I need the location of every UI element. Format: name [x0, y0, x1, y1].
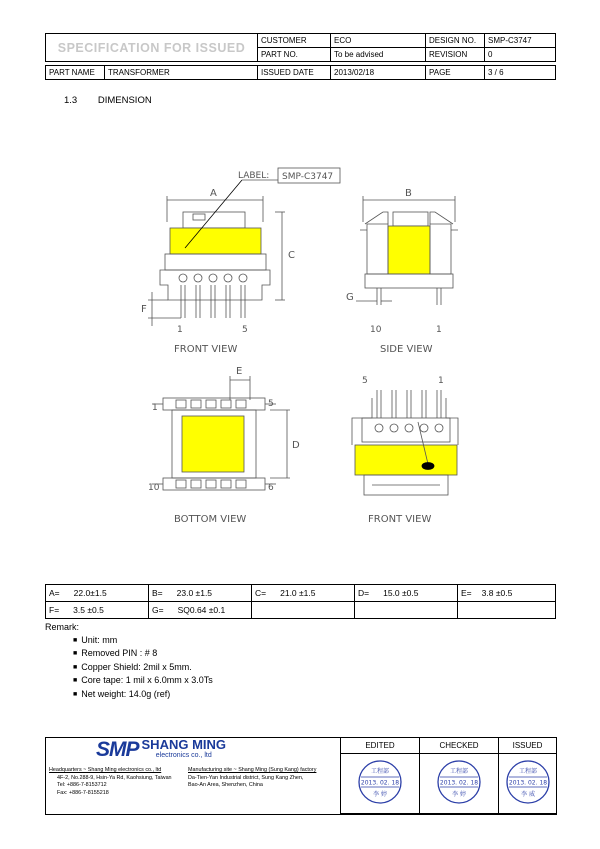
remark-block	[45, 621, 213, 701]
stamp-name: 李 威	[520, 790, 535, 798]
dim-b-label: B=	[152, 588, 163, 598]
section-title: DIMENSION	[97, 95, 152, 106]
dim-b-letter: B	[405, 188, 412, 199]
mfg-title: Manufacturing site ~ Shang Ming (Sung Kang) factory	[188, 767, 317, 773]
hq-title: Headquarters ~ Shang Ming electronics co., ltd	[49, 767, 162, 773]
remark-item: ■ Removed PIN : # 8	[73, 647, 213, 661]
company-name: SHANG MING	[141, 737, 227, 752]
edited-label: EDITED	[341, 738, 420, 754]
hq-tel: Tel: +886-7-8153712	[57, 782, 107, 788]
design-no-value: SMP-C3747	[485, 34, 556, 48]
remark-item: ■ Net weight: 14.0g (ref)	[73, 688, 213, 702]
bottom-pin-tl: 1	[152, 403, 158, 413]
side-view-caption: SIDE VIEW	[380, 344, 433, 355]
dim-a-letter: A	[210, 188, 217, 199]
bottom-pin-bl: 10	[148, 483, 160, 493]
issued-date-label: ISSUED DATE	[258, 66, 331, 80]
approval-table	[340, 737, 557, 814]
dim-c-value: 21.0 ±1.5	[280, 588, 316, 598]
issued-date-value: 2013/02/18	[331, 66, 426, 80]
bottom-view	[152, 376, 290, 490]
dim-d-label: D=	[358, 588, 370, 598]
revision-value: 0	[485, 48, 556, 62]
dimensions-row-2	[46, 602, 556, 619]
mfg-address-2: Bao-An Area, Shenzhen, China	[188, 782, 263, 788]
part-name-label: PART NAME	[46, 66, 105, 80]
dim-g-value: SQ0.64 ±0.1	[177, 605, 226, 615]
dim-e-letter: E	[236, 366, 243, 377]
stamp-date: 2013. 02. 18	[508, 779, 547, 787]
front-view-2-caption: FRONT VIEW	[368, 514, 432, 525]
dim-f-value: 3.5 ±0.5	[73, 605, 104, 615]
side-pin-right: 1	[436, 325, 442, 335]
stamp-date: 2013. 02. 18	[439, 779, 479, 787]
design-no-label: DESIGN NO.	[426, 34, 485, 48]
checked-stamp	[436, 759, 482, 805]
remark-title: Remark:	[45, 622, 80, 632]
hq-fax: Fax: +886-7-8155218	[57, 789, 109, 796]
dim-f-letter: F	[141, 304, 147, 315]
issued-stamp	[505, 759, 551, 805]
dim-c-letter: C	[288, 250, 295, 261]
top-pin-left: 5	[362, 376, 368, 386]
label-text: LABEL:	[238, 171, 270, 181]
dim-g-label: G=	[152, 605, 164, 615]
mfg-address-1: Da-Tien-Yan Industrial district, Sung Kang Zhen,	[188, 774, 304, 781]
dim-a-value: 22.0±1.5	[73, 588, 107, 598]
customer-label: CUSTOMER	[258, 34, 331, 48]
dim-e-value: 3.8 ±0.5	[481, 588, 513, 598]
part-no-label: PART NO.	[258, 48, 331, 62]
dim-a-label: A=	[49, 588, 60, 598]
issued-label: ISSUED	[499, 738, 557, 754]
logo-mark: SMP	[96, 738, 139, 761]
front-pin-left: 1	[177, 325, 183, 335]
dim-f-label: F=	[49, 605, 60, 615]
remark-item: ■ Core tape: 1 mil x 6.0mm x 3.0Ts	[73, 674, 213, 688]
section-number: 1.3	[64, 95, 78, 106]
front-view	[148, 168, 340, 326]
edited-stamp	[357, 759, 403, 805]
dim-g-letter: G	[346, 292, 354, 303]
dim-c-label: C=	[255, 588, 267, 598]
front-view-caption: FRONT VIEW	[174, 344, 238, 355]
stamp-name: 李 婷	[452, 790, 466, 798]
bottom-pin-br: 6	[268, 483, 274, 493]
footer-box	[45, 737, 557, 815]
remark-item: ■ Unit: mm	[73, 634, 213, 648]
revision-label: REVISION	[426, 48, 485, 62]
stamp-top: 工程部	[370, 767, 390, 775]
dim-d-letter: D	[292, 440, 300, 451]
dim-b-value: 23.0 ±1.5	[176, 588, 213, 598]
bottom-view-caption: BOTTOM VIEW	[174, 514, 247, 525]
dim-d-value: 15.0 ±0.5	[383, 588, 419, 598]
bottom-pin-tr: 5	[268, 399, 274, 409]
page-value: 3 / 6	[485, 66, 556, 80]
dim-e-label: E=	[461, 588, 472, 598]
stamp-date: 2013. 02. 18	[360, 779, 400, 787]
remark-item: ■ Copper Shield: 2mil x 5mm.	[73, 661, 213, 675]
front-pin-right: 5	[242, 325, 248, 335]
company-logo	[96, 739, 226, 761]
dimensions-table	[45, 584, 556, 619]
hq-address: 4F-2, No.288-9, Hsin-Ya Rd, Kaohsiung, Taiwan	[57, 774, 172, 781]
label-code: SMP-C3747	[282, 172, 334, 182]
mfg-info	[188, 767, 338, 790]
page-label: PAGE	[426, 66, 485, 80]
part-no-value: To be advised	[331, 48, 426, 62]
stamp-name: 李 婷	[373, 790, 387, 798]
part-name-value: TRANSFORMER	[105, 66, 258, 80]
stamp-top: 工程部	[518, 767, 537, 775]
customer-value: ECO	[331, 34, 426, 48]
company-subname: electronics co., ltd	[155, 752, 212, 759]
top-pin-right: 1	[438, 376, 444, 386]
spec-title: SPECIFICATION FOR ISSUED	[46, 34, 258, 62]
front-view-2	[352, 390, 458, 495]
dimensions-row-1	[46, 585, 556, 602]
checked-label: CHECKED	[420, 738, 499, 754]
hq-info	[49, 767, 189, 797]
side-pin-left: 10	[370, 325, 382, 335]
side-view	[356, 196, 458, 305]
stamp-top: 工程部	[449, 767, 469, 775]
